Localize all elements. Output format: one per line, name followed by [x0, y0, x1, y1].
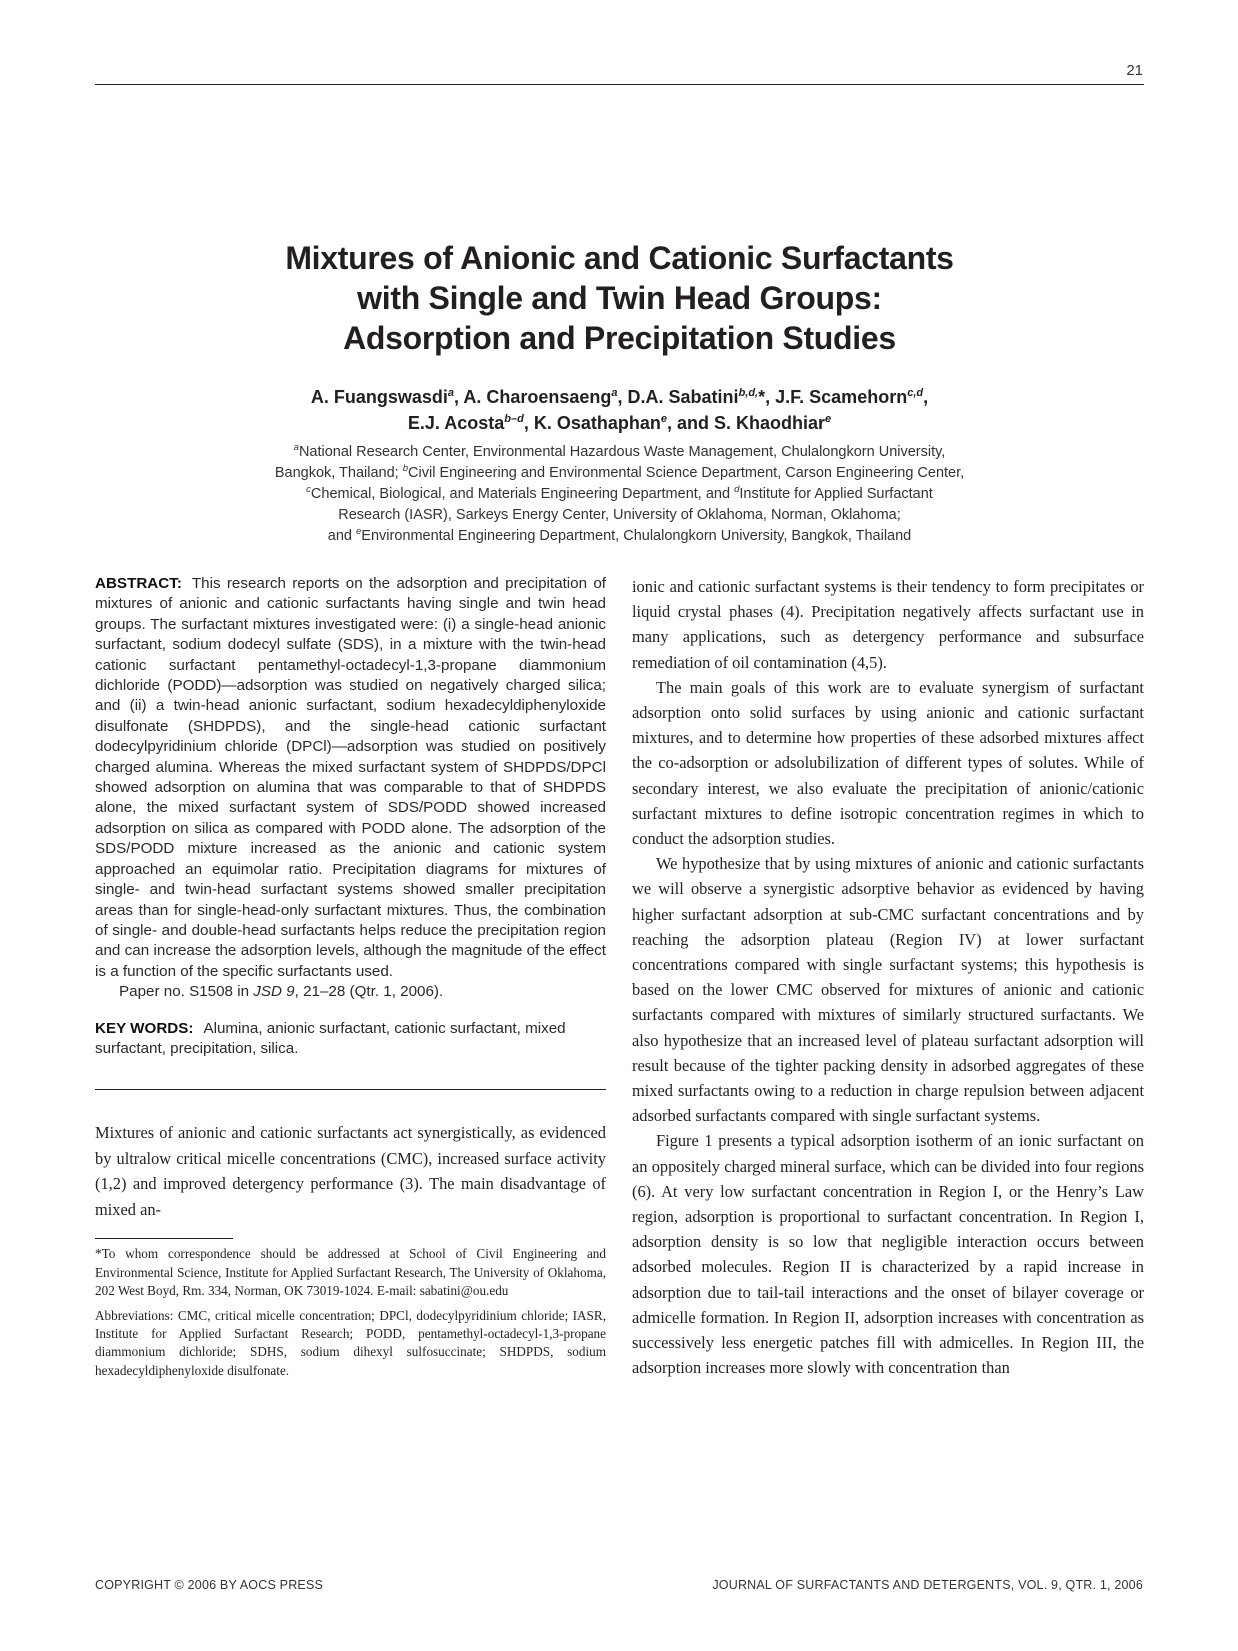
author-affil-mark: c,d	[907, 387, 924, 399]
body-paragraph: The main goals of this work are to evaluate synergism of surfactant adsorption onto solid surfaces by using anionic and cationic surfactant mixtures, and to determine how properties of these adsorbed mixtures affect the co-adsorption or adsolubilization of different types of solutes. While of secondary interest, we also evaluate the precipitation of anionic/cationic surfactant mixtures to define isotropic concentration regimes in which to conduct the adsorption studies.	[632, 677, 1144, 849]
affil-mark: c	[306, 484, 311, 496]
author-name: E.J. Acosta	[407, 413, 505, 433]
affiliation-text: Civil Engineering and Environmental Science Department, Carson Engineering Center,	[408, 465, 965, 481]
author-line-1	[95, 384, 1144, 410]
author-name: , and S. Khaodhiar	[666, 413, 825, 433]
left-column	[95, 574, 606, 1380]
author-name: , D.A. Sabatini	[617, 387, 739, 407]
affiliation-line	[95, 505, 1144, 526]
abstract	[95, 574, 606, 982]
author-name: , J.F. Scamehorn	[765, 387, 908, 407]
corresponding-author-mark: *	[758, 387, 766, 407]
abstract-text: This research reports on the adsorption and precipitation of mixtures of anionic and cationic surfactants having single and twin head groups. The surfactant mixtures investigated were: (i) a single-head anionic surfactant, sodium dodecyl sulfate (SDS), in a mixture with the twin-head cationic surfactant pentamethyl-octadecyl-1,3-propane diammonium dichloride (PODD)—adsorption was studied on negatively charged silica; and (ii) a twin-head anionic surfactant, sodium hexadecyldiphenyloxide disulfonate (SHDPDS), and the single-head cationic surfactant dodecylpyridinium chloride (DPCl)—adsorption was studied on positively charged alumina. Whereas the mixed surfactant system of SHDPDS/DPCl showed adsorption on alumina that was comparable to that of SHDPDS alone, the mixed surfactant system of SDS/PODD showed increased adsorption on silica as compared with PODD alone. The adsorption of the SDS/PODD mixture increased as the anionic and cationic system approached an equimolar ratio. Precipitation diagrams for mixtures of single- and twin-head surfactant systems showed smaller precipitation areas than for single-head-only surfactant mixtures. Thus, the combination of single- and double-head surfactants helps reduce the precipitation region and can increase the adsorption levels, although the magnitude of the effect is a function of the specific surfactants used.	[95, 575, 606, 980]
author-affil-mark: b–d	[504, 413, 524, 425]
affiliation-line	[95, 526, 1144, 547]
body-paragraph: Figure 1 presents a typical adsorption isotherm of an ionic surfactant on an oppositely charged mineral surface, which can be divided into four regions (6). At very low surfactant concentration in Region I, or the Henry’s Law region, adsorption is proportional to surfactant concentration. In Region I, adsorption density is so low that negligible interaction occurs between adsorbed molecules. Region II is characterized by a rapid increase in adsorption due to tail-tail interactions and the onset of bilayer coverage or admicelle formation. In Region II, adsorption increases with concentration as successively less energetic patches fill with admicelles. In Region III, the adsorption increases more slowly with concentration than	[632, 1131, 1144, 1378]
affiliation-text: Institute for Applied Surfactant	[739, 486, 933, 502]
author-name: , K. Osathaphan	[523, 413, 661, 433]
page-number: 21	[1126, 62, 1143, 79]
affiliation-line	[95, 442, 1144, 463]
paper-number-tail: , 21–28 (Qtr. 1, 2006).	[294, 983, 444, 1001]
abbreviations-footnote: Abbreviations: CMC, critical micelle concentration; DPCl, dodecylpyridinium chloride; IASR, Institute for Applied Surfactant Research; PODD, pentamethyl-octadecyl-1,3-propane diammonium dichloride; SDHS, sodium dihexyl sulfosuccinate; SHDPDS, sodium hexadecyldiphenyloxide disulfonate.	[95, 1307, 606, 1378]
footer-copyright: COPYRIGHT © 2006 BY AOCS PRESS	[95, 1578, 324, 1592]
title-line-1: Mixtures of Anionic and Cationic Surfactants	[285, 240, 954, 276]
affiliation-text: Research (IASR), Sarkeys Energy Center, University of Oklahoma, Norman, Oklahoma;	[338, 507, 901, 523]
author-affil-mark: e	[660, 413, 667, 425]
affiliation-text: Bangkok, Thailand;	[274, 465, 403, 481]
affiliation-line	[95, 463, 1144, 484]
footer-journal: JOURNAL OF SURFACTANTS AND DETERGENTS, VOL. 9, QTR. 1, 2006	[712, 1578, 1143, 1592]
affiliation-text: and	[327, 528, 356, 544]
author-affil-mark: e	[825, 413, 832, 425]
affil-mark: b	[402, 463, 409, 475]
author-affil-mark: b,d,	[738, 387, 759, 399]
keywords-text: Alumina, anionic surfactant, cationic surfactant, mixed surfactant, precipitation, silica.	[95, 1019, 566, 1057]
author-name: , A. Charoensaeng	[454, 387, 612, 407]
affiliation-text: National Research Center, Environmental Hazardous Waste Management, Chulalongkorn University,	[298, 444, 946, 460]
title-line-2: with Single and Twin Head Groups:	[357, 280, 882, 316]
article-title	[95, 238, 1144, 358]
right-column	[632, 574, 1144, 1381]
author-affil-mark: a	[611, 387, 618, 399]
journal-abbrev: JSD 9	[253, 983, 295, 1001]
affiliation-text: Chemical, Biological, and Materials Engineering Department, and	[310, 486, 735, 502]
abstract-label: ABSTRACT:	[95, 575, 182, 592]
footnote-rule	[95, 1238, 233, 1239]
body-paragraph: ionic and cationic surfactant systems is their tendency to form precipitates or liquid crystal phases (4). Precipitation negatively affects surfactant use in many applications, such as detergency performance and subsurface remediation of oil contamination (4,5).	[632, 577, 1144, 672]
body-paragraph: We hypothesize that by using mixtures of anionic and cationic surfactants we will observe a synergistic adsorptive behavior as evidenced by having higher surfactant adsorption at sub-CMC surfactant concentrations and by reaching the adsorption plateau (Region IV) at lower surfactant concentrations compared with single surfactant systems; this hypothesis is based on the lower CMC observed for mixtures of anionic and cationic surfactants compared with mixtures of similarly structured surfactants. We also hypothesize that an increased level of plateau surfactant adsorption will result because of the tighter packing density in adsorbed aggregates of these mixed surfactants owing to a reduction in charge repulsion between adjacent adsorbed surfactants compared with single surfactant systems.	[632, 854, 1144, 1126]
affiliation-line	[95, 484, 1144, 505]
author-affil-mark: a	[447, 387, 455, 399]
author-list	[95, 384, 1144, 436]
title-line-3: Adsorption and Precipitation Studies	[343, 320, 896, 356]
affil-mark: d	[734, 484, 740, 496]
author-name: A. Fuangswasdi	[310, 387, 448, 407]
intro-paragraph: Mixtures of anionic and cationic surfactants act synergistically, as evidenced by ultralow critical micelle concentrations (CMC), increased surface activity (1,2) and improved detergency performance (3). The main disadvantage of mixed an-	[95, 1123, 606, 1219]
affil-mark: e	[355, 526, 362, 538]
affil-mark: a	[293, 442, 299, 454]
keywords-label: KEY WORDS:	[95, 1019, 194, 1037]
keywords	[95, 1019, 606, 1060]
paper-number	[95, 982, 606, 1002]
section-rule	[95, 1089, 606, 1090]
affiliations	[95, 442, 1144, 547]
header-rule	[95, 84, 1144, 85]
paper-number-text: Paper no. S1508 in	[119, 983, 254, 1001]
author-line-2	[95, 410, 1144, 436]
author-separator: ,	[923, 387, 929, 407]
correspondence-footnote: *To whom correspondence should be addressed at School of Civil Engineering and Environmental Science, Institute for Applied Surfactant Research, The University of Oklahoma, 202 West Boyd, Rm. 334, Norman, OK 73019-1024. E-mail: sabatini@ou.edu	[95, 1246, 606, 1298]
affiliation-text: Environmental Engineering Department, Chulalongkorn University, Bangkok, Thailand	[361, 528, 912, 544]
